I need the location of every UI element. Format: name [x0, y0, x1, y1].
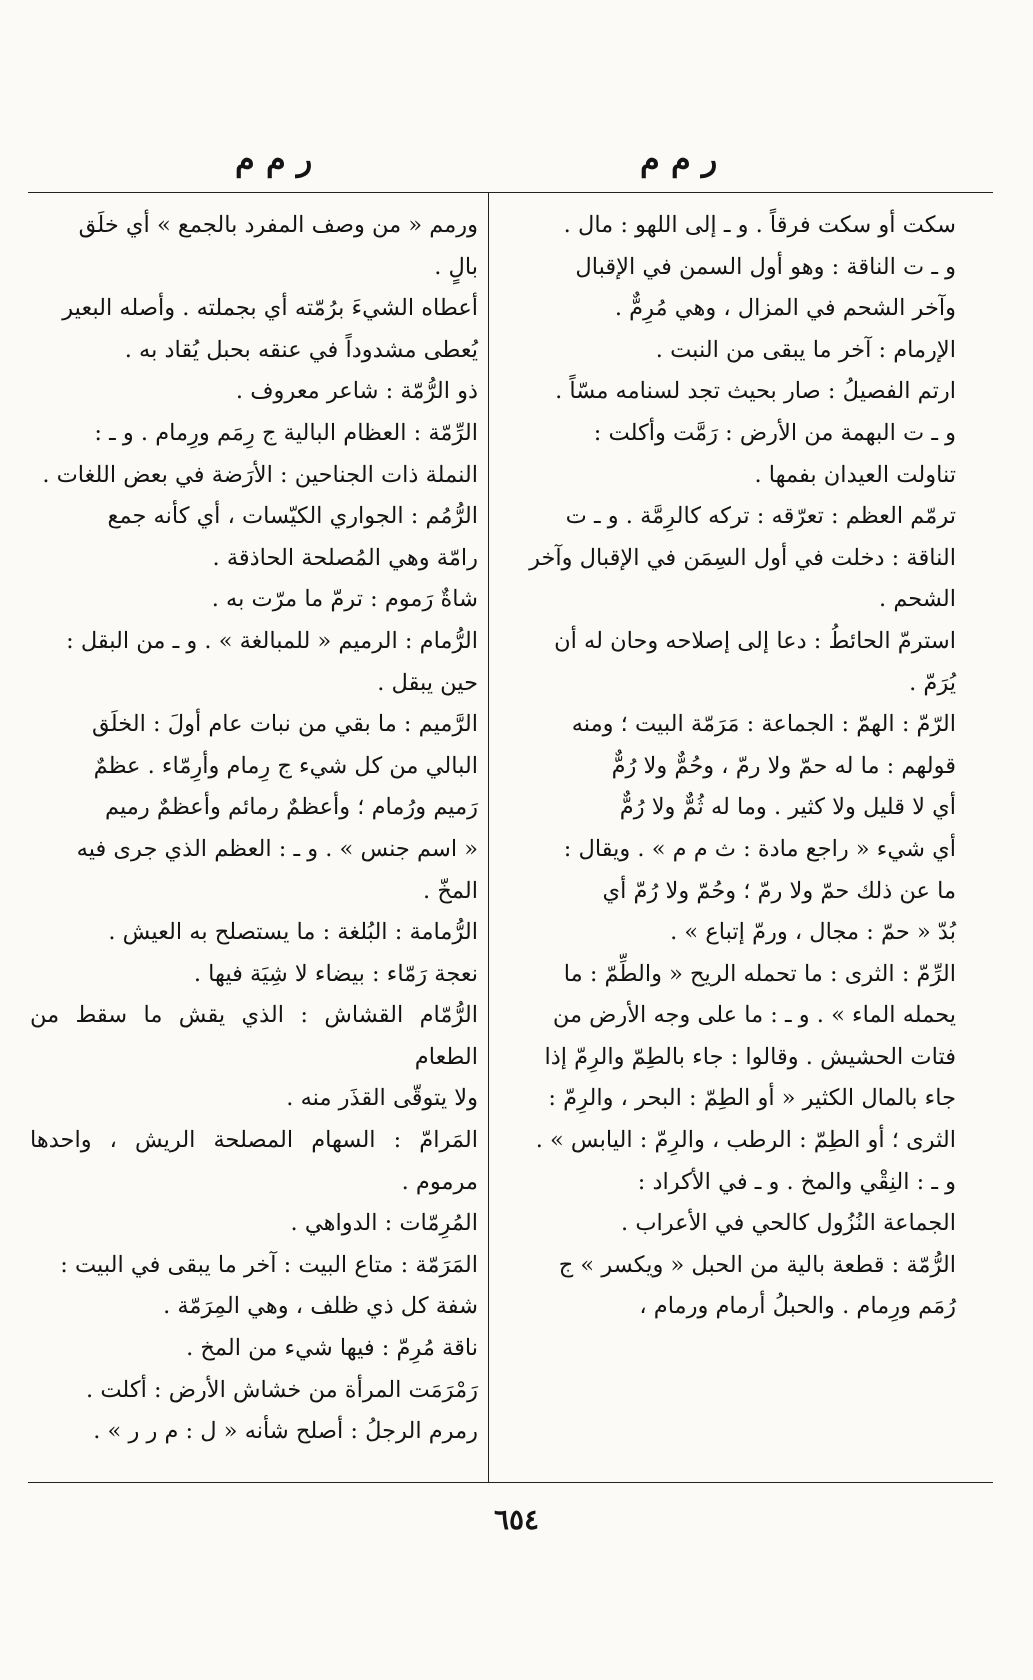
text-line: بالٍ . [434, 253, 478, 280]
right-column [508, 205, 956, 1475]
text-line: الإرمام : آخر ما يبقى من النبت . [655, 336, 956, 363]
running-head-right: ر م م [640, 140, 718, 178]
page-number: ٦٥٤ [493, 1503, 540, 1536]
text-line: الرُّمام : الرميم « للمبالغة » . و ـ من البقل : [66, 627, 478, 654]
text-line: يُعطى مشدوداً في عنقه بحبل يُقاد به . [124, 336, 478, 363]
text-line: و ـ : النِقْي والمخ . و ـ في الأكراد : [637, 1168, 956, 1195]
text-line: المَرَمّة : متاع البيت : آخر ما يبقى في البيت : [60, 1251, 478, 1278]
text-line: الثرى ؛ أو الطِمّ : الرطب ، والرِمّ : اليابس » . [535, 1127, 956, 1154]
text-line: رمرم الرجلُ : أصلح شأنه « ل : م ر ر » . [93, 1418, 478, 1445]
text-line: الناقة : دخلت في أول السِمَن في الإقبال وآخر [529, 544, 956, 571]
text-line: ولا يتوقّى القذَر منه . [286, 1085, 478, 1112]
text-line: الرُّمامة : البُلغة : ما يستصلح به العيش . [108, 919, 478, 946]
text-line: الرُّمّة : قطعة بالية من الحبل « ويكسر » ج [558, 1251, 956, 1278]
text-line: يُرَمّ . [909, 669, 956, 696]
text-line: الرُّمُم : الجواري الكيّسات ، أي كأنه جمع [107, 503, 478, 530]
text-line: شفة كل ذي ظلف ، وهي المِرَمّة . [163, 1293, 478, 1320]
text-line: حين يبقل . [377, 669, 478, 696]
text-line: فتات الحشيش . وقالوا : جاء بالطِمّ والرِمّ إذا [544, 1043, 956, 1070]
running-head-left: ر م م [235, 140, 313, 178]
text-line: ارتم الفصيلُ : صار بحيث تجد لسنامه مسّاً . [555, 378, 956, 405]
text-line: شاةٌ رَموم : ترمّ ما مرّت به . [211, 586, 478, 613]
text-line: يحمله الماء » . و ـ : ما على وجه الأرض من [552, 1002, 956, 1029]
footer-rule [28, 1482, 993, 1483]
text-line: أعطاه الشيءَ برُمّته أي بجملته . وأصله البعير [62, 295, 478, 322]
text-line: أي لا قليل ولا كثير . وما له ثُمٌّ ولا رُمٌّ [619, 794, 956, 821]
text-line: جاء بالمال الكثير « أو الطِمّ : البحر ، والرِمّ : [548, 1085, 956, 1112]
text-line: رُمَم ورِمام . والحبلُ أرمام ورمام ، [639, 1293, 956, 1320]
text-line: ورمم « من وصف المفرد بالجمع » أي خلَق [78, 212, 478, 238]
text-line: وآخر الشحم في المزال ، وهي مُرِمٌّ . [614, 295, 956, 322]
text-line: الجماعة النُزُول كالحي في الأعراب . [621, 1210, 956, 1237]
text-line: نعجة رَمّاء : بيضاء لا شِيَة فيها . [193, 960, 478, 987]
text-line: رامّة وهي المُصلحة الحاذقة . [212, 544, 478, 571]
text-line: « اسم جنس » . و ـ : العظم الذي جرى فيه [76, 835, 478, 862]
text-line: استرمّ الحائطُ : دعا إلى إصلاحه وحان له أن [554, 627, 956, 654]
text-line: و ـ ت البهمة من الأرض : رَمَّت وأكلت : [593, 419, 956, 446]
text-line: الشحم . [879, 586, 956, 613]
text-line: الرّمّ : الهمّ : الجماعة : مَرَمّة البيت ؛ ومنه [571, 711, 956, 738]
page-header [0, 140, 1033, 190]
text-line: الرِّمّ : الثرى : ما تحمله الريح « والطِّمّ : ما [563, 960, 956, 987]
text-line: المَرامّ : السهام المصلحة الريش ، واحدها مرموم . [30, 1127, 478, 1195]
text-line: و ـ ت الناقة : وهو أول السمن في الإقبال [575, 253, 956, 280]
column-divider [488, 192, 489, 1482]
text-line: ذو الرُّمّة : شاعر معروف . [235, 378, 478, 405]
text-line: ناقة مُرِمّ : فيها شيء من المخ . [186, 1335, 478, 1362]
text-line: تناولت العيدان بفمها . [754, 461, 956, 488]
text-line: ترمّم العظم : تعرّقه : تركه كالرِمَّة . و ـ ت [565, 503, 956, 530]
text-line: الرِّمّة : العظام البالية ج رِمَم ورِمام . و ـ : [94, 419, 478, 446]
text-line: المخّ . [423, 877, 478, 904]
left-column [30, 205, 478, 1475]
text-line: رَمْرَمَت المرأة من خشاش الأرض : أكلت . [86, 1376, 478, 1403]
text-line: الرَّميم : ما بقي من نبات عام أولَ : الخلَق [92, 711, 478, 738]
text-line: الرُّمّام القشاش : الذي يقش ما سقط من الطعام [30, 1002, 478, 1070]
text-line: النملة ذات الجناحين : الأرَضة في بعض اللغات . [42, 461, 478, 488]
text-line: سكت أو سكت فرقاً . و ـ إلى اللهو : مال . [563, 212, 956, 238]
text-line: البالي من كل شيء ج رِمام وأرِمّاء . عظمٌ [93, 752, 478, 779]
text-line: ما عن ذلك حمّ ولا رمّ ؛ وحُمّ ولا رُمّ أي [602, 877, 956, 904]
header-rule [28, 192, 993, 193]
text-line: المُرِمّات : الدواهي . [290, 1210, 478, 1237]
text-line: بُدّ « حمّ : مجال ، ورمّ إتباع » . [670, 919, 956, 946]
text-line: رَميم ورُمام ؛ وأعظمٌ رمائم وأعظمٌ رميم [105, 794, 478, 821]
text-line: قولهم : ما له حمّ ولا رمّ ، وحُمٌّ ولا رُمٌّ [611, 752, 956, 779]
text-line: أي شيء « راجع مادة : ث م م » . ويقال : [563, 835, 956, 862]
